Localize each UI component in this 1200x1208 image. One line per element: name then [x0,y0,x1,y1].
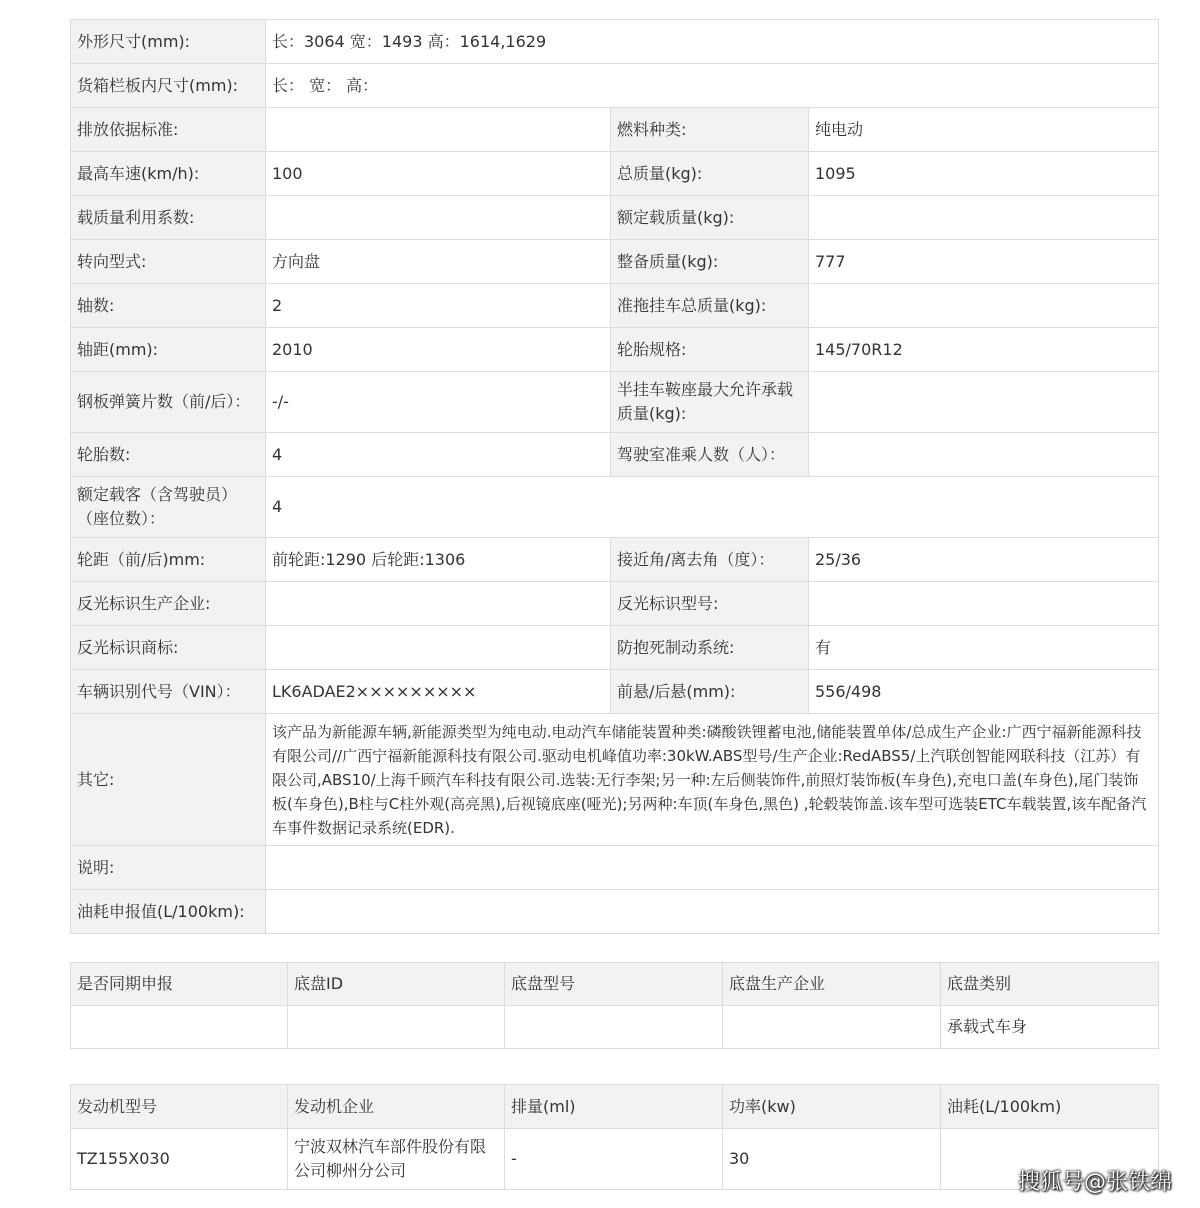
label-reflector-maker: 反光标识生产企业: [71,582,266,626]
label-other: 其它: [71,714,266,846]
chassis-data-cell [288,1006,505,1049]
value-emission-standard [266,108,611,152]
label-curb-mass: 整备质量(kg): [611,240,809,284]
engine-data-cell: 30 [723,1129,941,1190]
value-overhang: 556/498 [809,670,1159,714]
engine-header-cell: 油耗(L/100km) [941,1085,1159,1129]
row-track-angles [71,538,1159,582]
row-brand-abs [71,626,1159,670]
label-tire-count: 轮胎数: [71,433,266,477]
value-abs: 有 [809,626,1159,670]
label-track: 轮距（前/后)mm: [71,538,266,582]
value-angles: 25/36 [809,538,1159,582]
label-total-mass: 总质量(kg): [611,152,809,196]
chassis-data-cell [71,1006,288,1049]
label-saddle-load: 半挂车鞍座最大允许承载质量(kg): [611,372,809,433]
value-passengers: 4 [266,477,1159,538]
row-axles-trailer [71,284,1159,328]
value-leaf-springs: -/- [266,372,611,433]
label-axles: 轴数: [71,284,266,328]
value-rated-load [809,196,1159,240]
value-total-mass: 1095 [809,152,1159,196]
chassis-header-cell: 底盘类别 [941,963,1159,1006]
value-vin: LK6ADAE2××××××××× [266,670,611,714]
row-steering-curb [71,240,1159,284]
chassis-data-row [71,1006,1159,1049]
value-reflector-model [809,582,1159,626]
value-dimensions: 长：3064 宽：1493 高：1614,1629 [266,20,1159,64]
label-tire-spec: 轮胎规格: [611,328,809,372]
chassis-data-cell [505,1006,723,1049]
label-overhang: 前悬/后悬(mm): [611,670,809,714]
engine-header-cell: 发动机型号 [71,1085,288,1129]
engine-header-cell: 发动机企业 [288,1085,505,1129]
chassis-header-cell: 底盘型号 [505,963,723,1006]
chassis-header-row [71,963,1159,1006]
watermark: 搜狐号@张铁绵 [1017,1170,1172,1195]
row-passengers [71,477,1159,538]
engine-data-row [71,1129,1159,1190]
row-tires-cab [71,433,1159,477]
label-reflector-model: 反光标识型号: [611,582,809,626]
value-axles: 2 [266,284,611,328]
label-passengers: 额定载客（含驾驶员）（座位数）： [71,477,266,538]
chassis-data-cell: 承载式车身 [941,1006,1159,1049]
value-tire-spec: 145/70R12 [809,328,1159,372]
value-reflector-brand [266,626,611,670]
row-speed-mass [71,152,1159,196]
label-dimensions: 外形尺寸(mm): [71,20,266,64]
label-steering: 转向型式: [71,240,266,284]
engine-header-cell: 功率(kw) [723,1085,941,1129]
row-notes [71,846,1159,890]
value-fuel-type: 纯电动 [809,108,1159,152]
label-cab-seats: 驾驶室准乘人数（人）： [611,433,809,477]
row-reflector [71,582,1159,626]
value-notes [266,846,1159,890]
value-other: 该产品为新能源车辆,新能源类型为纯电动.电动汽车储能装置种类:磷酸铁锂蓄电池,储能装置单体/总成生产企业:广西宁福新能源科技有限公司//广西宁福新能源科技有限公司.驱动电机峰值功率:30kW.ABS型号/生产企业:RedABS5/上汽联创智能网联科技（江苏）有限公司,ABS10/上海千顾汽车科技有限公司.选装:无行李架;另一种:左后侧装饰件,前照灯装饰板(车身色),充电口盖(车身色),尾门装饰板(车身色),B柱与C柱外观(高亮黑),后视镜底座(哑光);另两种:车顶(车身色,黑色) ,轮毂装饰盖.该车型可选装ETC车载装置,该车配备汽车事件数据记录系统(EDR). [266,714,1159,846]
label-abs: 防抱死制动系统: [611,626,809,670]
value-max-speed: 100 [266,152,611,196]
spec-table [70,19,1159,934]
label-vin: 车辆识别代号（VIN）： [71,670,266,714]
row-dimensions [71,20,1159,64]
label-notes: 说明: [71,846,266,890]
chassis-header-cell: 底盘ID [288,963,505,1006]
label-leaf-springs: 钢板弹簧片数（前/后）： [71,372,266,433]
engine-header-cell: 排量(ml) [505,1085,723,1129]
row-springs-saddle [71,372,1159,433]
value-steering: 方向盘 [266,240,611,284]
label-cargo-box: 货箱栏板内尺寸(mm): [71,64,266,108]
chassis-header-cell: 底盘生产企业 [723,963,941,1006]
label-angles: 接近角/离去角（度）： [611,538,809,582]
engine-header-row [71,1085,1159,1129]
label-reflector-brand: 反光标识商标: [71,626,266,670]
engine-data-cell: 宁波双林汽车部件股份有限公司柳州分公司 [288,1129,505,1190]
value-curb-mass: 777 [809,240,1159,284]
row-wheelbase-tire [71,328,1159,372]
row-other [71,714,1159,846]
value-reflector-maker [266,582,611,626]
label-trailer-mass: 准拖挂车总质量(kg): [611,284,809,328]
value-cab-seats [809,433,1159,477]
label-wheelbase: 轴距(mm): [71,328,266,372]
label-emission-standard: 排放依据标准: [71,108,266,152]
row-load [71,196,1159,240]
value-fuel-consumption [266,890,1159,934]
row-emission-fuel [71,108,1159,152]
value-trailer-mass [809,284,1159,328]
row-vin-overhang [71,670,1159,714]
label-fuel-type: 燃料种类: [611,108,809,152]
engine-data-cell: - [505,1129,723,1190]
label-load-util: 载质量利用系数: [71,196,266,240]
label-max-speed: 最高车速(km/h): [71,152,266,196]
value-wheelbase: 2010 [266,328,611,372]
value-track: 前轮距:1290 后轮距:1306 [266,538,611,582]
engine-table [70,1084,1159,1190]
value-tire-count: 4 [266,433,611,477]
chassis-table [70,962,1159,1049]
value-cargo-box: 长： 宽： 高： [266,64,1159,108]
chassis-data-cell [723,1006,941,1049]
row-fuel-consumption [71,890,1159,934]
label-rated-load: 额定载质量(kg): [611,196,809,240]
value-saddle-load [809,372,1159,433]
value-load-util [266,196,611,240]
row-cargo-box [71,64,1159,108]
label-fuel-consumption: 油耗申报值(L/100km): [71,890,266,934]
chassis-header-cell: 是否同期申报 [71,963,288,1006]
engine-data-cell: TZ155X030 [71,1129,288,1190]
